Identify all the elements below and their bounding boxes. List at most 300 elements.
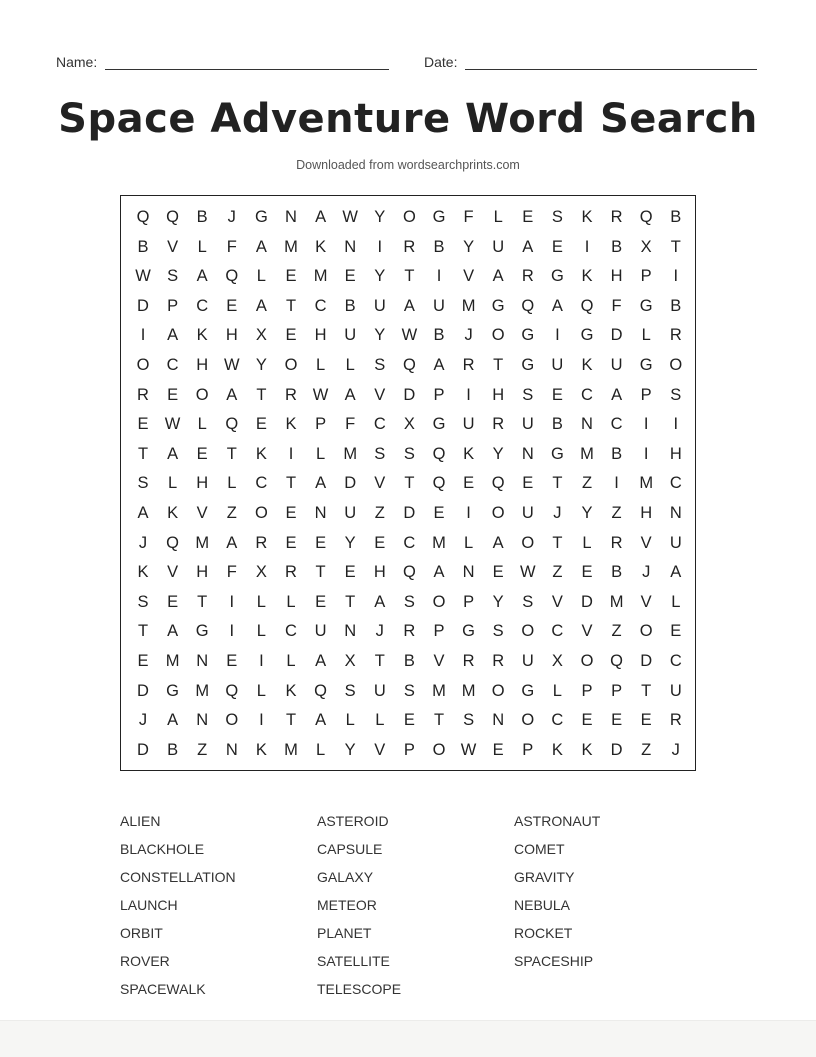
grid-cell[interactable]: E [522,208,534,226]
grid-cell[interactable]: L [493,208,503,226]
grid-cell[interactable]: W [312,385,329,404]
grid-cell[interactable]: E [285,326,297,345]
grid-cell[interactable]: E [581,563,593,582]
grid-cell[interactable]: I [466,385,471,404]
grid-cell[interactable]: D [640,652,653,670]
grid-cell[interactable]: H [196,356,209,374]
grid-cell[interactable]: V [374,385,386,404]
grid-cell[interactable]: Y [492,592,504,611]
grid-cell[interactable]: Z [611,504,622,522]
grid-cell[interactable]: E [255,415,267,434]
grid-cell[interactable]: Y [374,267,386,286]
grid-cell[interactable]: D [581,592,593,611]
grid-cell[interactable]: T [404,474,415,493]
grid-cell[interactable]: A [611,385,623,404]
grid-cell[interactable]: R [610,208,623,226]
grid-cell[interactable]: O [402,208,416,226]
grid-cell[interactable]: B [433,237,445,256]
grid-cell[interactable]: B [670,208,682,226]
grid-cell[interactable]: E [374,533,386,552]
grid-cell[interactable]: A [433,563,445,582]
grid-cell[interactable]: E [522,474,534,493]
grid-cell[interactable]: L [227,474,237,493]
grid-cell[interactable]: B [137,237,149,256]
grid-cell[interactable]: N [196,711,209,730]
grid-cell[interactable]: I [643,415,649,434]
grid-cell[interactable]: R [285,563,297,582]
grid-cell[interactable]: M [165,652,180,670]
grid-cell[interactable]: I [555,326,560,345]
grid-cell[interactable]: A [315,652,327,670]
grid-cell[interactable]: V [196,504,208,522]
grid-cell[interactable]: U [373,681,386,700]
grid-cell[interactable]: O [195,385,209,404]
grid-cell[interactable]: M [343,444,358,463]
grid-cell[interactable]: U [521,652,534,670]
grid-cell[interactable]: R [285,385,297,404]
grid-cell[interactable]: Q [432,474,446,493]
grid-cell[interactable]: T [374,652,385,670]
grid-cell[interactable]: K [255,444,267,463]
grid-cell[interactable]: M [461,296,476,315]
grid-cell[interactable]: R [521,267,534,286]
grid-cell[interactable]: E [285,267,297,286]
grid-cell[interactable]: O [580,652,594,670]
grid-cell[interactable]: S [374,356,386,374]
grid-cell[interactable]: G [521,356,535,374]
grid-cell[interactable]: H [610,267,623,286]
grid-cell[interactable]: E [344,267,356,286]
grid-cell[interactable]: H [196,474,209,493]
grid-cell[interactable]: C [669,652,682,670]
grid-cell[interactable]: Q [402,356,416,374]
grid-cell[interactable]: J [138,533,148,552]
grid-cell[interactable]: O [284,356,298,374]
grid-cell[interactable]: A [344,385,356,404]
grid-cell[interactable]: C [285,622,297,641]
grid-cell[interactable]: S [403,592,415,611]
grid-cell[interactable]: M [461,681,476,700]
grid-cell[interactable]: Q [639,208,653,226]
grid-cell[interactable]: I [259,711,264,730]
grid-cell[interactable]: P [581,681,593,700]
grid-cell[interactable]: A [196,267,208,286]
grid-cell[interactable]: T [197,592,208,611]
grid-cell[interactable]: L [671,592,681,611]
grid-cell[interactable]: Q [166,208,180,226]
grid-cell[interactable]: A [226,385,238,404]
grid-cell[interactable]: B [611,563,623,582]
grid-cell[interactable]: E [167,385,179,404]
grid-cell[interactable]: T [433,711,445,730]
grid-cell[interactable]: T [641,681,652,700]
grid-cell[interactable]: L [316,444,326,463]
grid-cell[interactable]: K [581,267,593,286]
grid-cell[interactable]: R [403,622,416,641]
grid-cell[interactable]: L [256,592,266,611]
grid-cell[interactable]: E [137,652,149,670]
grid-cell[interactable]: C [403,533,416,552]
grid-cell[interactable]: V [167,563,179,582]
grid-cell[interactable]: N [196,652,209,670]
grid-cell[interactable]: L [197,237,207,256]
grid-cell[interactable]: V [374,474,386,493]
grid-cell[interactable]: M [580,444,594,463]
grid-cell[interactable]: Z [641,740,652,759]
grid-cell[interactable]: L [345,356,355,374]
grid-cell[interactable]: S [522,592,534,611]
grid-cell[interactable]: T [493,356,504,374]
grid-cell[interactable]: K [551,740,563,759]
grid-cell[interactable]: T [285,474,297,493]
grid-cell[interactable]: T [404,267,415,286]
grid-cell[interactable]: U [492,237,505,256]
grid-cell[interactable]: Z [611,622,622,641]
grid-cell[interactable]: L [197,415,207,434]
grid-cell[interactable]: I [377,237,383,256]
grid-cell[interactable]: T [137,444,149,463]
grid-cell[interactable]: Q [402,563,416,582]
grid-cell[interactable]: P [433,622,445,641]
grid-cell[interactable]: S [403,444,415,463]
grid-cell[interactable]: E [492,740,504,759]
grid-cell[interactable]: J [375,622,384,641]
grid-cell[interactable]: U [669,681,682,700]
grid-cell[interactable]: N [521,444,534,463]
grid-cell[interactable]: L [316,356,326,374]
grid-cell[interactable]: N [344,622,357,641]
grid-cell[interactable]: E [344,563,356,582]
grid-cell[interactable]: H [373,563,386,582]
grid-cell[interactable]: G [166,681,180,700]
grid-cell[interactable]: G [639,296,653,315]
grid-cell[interactable]: F [226,237,237,256]
grid-cell[interactable]: D [137,681,149,700]
grid-cell[interactable]: K [581,740,593,759]
grid-cell[interactable]: T [552,533,563,552]
grid-cell[interactable]: I [436,267,442,286]
grid-cell[interactable]: P [167,296,179,315]
grid-cell[interactable]: J [138,711,148,730]
grid-cell[interactable]: B [344,296,356,315]
grid-cell[interactable]: B [167,740,179,759]
grid-cell[interactable]: Y [344,533,356,552]
grid-cell[interactable]: S [463,711,475,730]
grid-cell[interactable]: D [137,296,149,315]
grid-cell[interactable]: T [256,385,267,404]
grid-cell[interactable]: O [432,740,446,759]
grid-cell[interactable]: S [374,444,386,463]
grid-cell[interactable]: S [167,267,179,286]
grid-cell[interactable]: L [168,474,178,493]
grid-cell[interactable]: C [610,415,623,434]
grid-cell[interactable]: F [226,563,237,582]
grid-cell[interactable]: C [551,711,564,730]
grid-cell[interactable]: I [643,444,649,463]
grid-cell[interactable]: L [256,267,266,286]
grid-cell[interactable]: U [610,356,623,374]
grid-cell[interactable]: V [167,237,179,256]
grid-cell[interactable]: D [137,740,149,759]
grid-cell[interactable]: V [581,622,593,641]
grid-cell[interactable]: U [521,504,534,522]
grid-cell[interactable]: I [140,326,146,345]
grid-cell[interactable]: O [254,504,268,522]
grid-cell[interactable]: M [609,592,624,611]
grid-cell[interactable]: Q [491,474,505,493]
grid-cell[interactable]: Q [580,296,594,315]
grid-cell[interactable]: R [669,326,682,345]
grid-cell[interactable]: E [167,592,179,611]
grid-cell[interactable]: J [227,208,236,226]
grid-cell[interactable]: U [551,356,564,374]
grid-cell[interactable]: W [164,415,181,434]
grid-cell[interactable]: O [491,326,505,345]
grid-cell[interactable]: C [581,385,593,404]
grid-cell[interactable]: U [462,415,475,434]
grid-cell[interactable]: Q [432,444,446,463]
grid-cell[interactable]: K [581,208,593,226]
grid-cell[interactable]: N [225,740,238,759]
grid-cell[interactable]: N [285,208,297,226]
grid-cell[interactable]: M [432,681,446,700]
grid-cell[interactable]: G [195,622,209,641]
grid-cell[interactable]: S [137,592,149,611]
grid-cell[interactable]: G [639,356,653,374]
grid-cell[interactable]: M [432,533,446,552]
grid-cell[interactable]: A [374,592,386,611]
grid-cell[interactable]: B [670,296,682,315]
grid-cell[interactable]: N [581,415,593,434]
grid-cell[interactable]: L [464,533,474,552]
grid-cell[interactable]: E [315,592,327,611]
grid-cell[interactable]: X [551,652,563,670]
grid-cell[interactable]: U [669,533,682,552]
grid-cell[interactable]: A [403,296,415,315]
grid-cell[interactable]: S [492,622,504,641]
grid-cell[interactable]: Y [374,208,386,226]
grid-cell[interactable]: B [196,208,208,226]
grid-cell[interactable]: E [315,533,327,552]
grid-cell[interactable]: D [610,740,623,759]
grid-cell[interactable]: K [167,504,179,522]
grid-cell[interactable]: H [492,385,505,404]
grid-cell[interactable]: A [315,474,327,493]
grid-cell[interactable]: X [640,237,652,256]
grid-cell[interactable]: M [284,740,298,759]
grid-cell[interactable]: T [285,296,297,315]
grid-cell[interactable]: Z [197,740,208,759]
grid-cell[interactable]: U [344,504,357,522]
grid-cell[interactable]: E [551,385,563,404]
grid-cell[interactable]: I [614,474,619,493]
grid-cell[interactable]: G [521,326,535,345]
grid-cell[interactable]: E [403,711,415,730]
grid-cell[interactable]: W [401,326,418,345]
grid-cell[interactable]: A [255,237,267,256]
grid-cell[interactable]: P [433,385,445,404]
grid-cell[interactable]: E [463,474,475,493]
grid-cell[interactable]: E [551,237,563,256]
grid-cell[interactable]: E [226,652,238,670]
grid-cell[interactable]: A [492,533,504,552]
grid-cell[interactable]: I [673,415,679,434]
grid-cell[interactable]: U [521,415,534,434]
grid-cell[interactable]: E [226,296,238,315]
name-line[interactable] [105,57,389,70]
grid-cell[interactable]: O [639,622,653,641]
grid-cell[interactable]: W [135,267,151,286]
grid-cell[interactable]: Q [136,208,150,226]
grid-cell[interactable]: Q [225,681,239,700]
grid-cell[interactable]: E [492,563,504,582]
grid-cell[interactable]: O [491,681,505,700]
grid-cell[interactable]: E [137,415,149,434]
grid-cell[interactable]: C [373,415,386,434]
grid-cell[interactable]: G [580,326,594,345]
grid-cell[interactable]: R [403,237,416,256]
grid-cell[interactable]: S [344,681,356,700]
grid-cell[interactable]: A [315,208,327,226]
grid-cell[interactable]: D [403,385,416,404]
grid-cell[interactable]: W [520,563,536,582]
grid-cell[interactable]: S [670,385,682,404]
grid-cell[interactable]: V [640,533,652,552]
grid-cell[interactable]: O [432,592,446,611]
grid-cell[interactable]: M [195,681,210,700]
grid-cell[interactable]: S [403,681,415,700]
grid-cell[interactable]: K [255,740,267,759]
grid-cell[interactable]: X [344,652,356,670]
grid-cell[interactable]: R [462,652,475,670]
grid-cell[interactable]: I [584,237,590,256]
grid-cell[interactable]: A [167,326,179,345]
grid-cell[interactable]: J [464,326,473,345]
grid-cell[interactable]: O [521,622,535,641]
grid-cell[interactable]: A [255,296,267,315]
grid-cell[interactable]: E [640,711,652,730]
grid-cell[interactable]: E [285,533,297,552]
grid-cell[interactable]: P [640,385,652,404]
grid-cell[interactable]: X [255,563,267,582]
grid-cell[interactable]: A [137,504,149,522]
grid-cell[interactable]: T [315,563,326,582]
grid-cell[interactable]: A [167,711,179,730]
grid-cell[interactable]: Y [374,326,386,345]
grid-cell[interactable]: U [433,296,445,315]
grid-cell[interactable]: E [196,444,208,463]
grid-cell[interactable]: J [671,740,680,759]
grid-cell[interactable]: U [314,622,327,641]
grid-cell[interactable]: T [137,622,149,641]
grid-cell[interactable]: K [463,444,475,463]
grid-cell[interactable]: O [136,356,150,374]
grid-cell[interactable]: T [285,711,297,730]
grid-cell[interactable]: G [432,415,446,434]
grid-cell[interactable]: P [463,592,475,611]
grid-cell[interactable]: H [196,563,209,582]
grid-cell[interactable]: T [670,237,681,256]
grid-cell[interactable]: F [345,415,356,434]
grid-cell[interactable]: R [462,356,475,374]
grid-cell[interactable]: K [581,356,593,374]
grid-cell[interactable]: L [256,681,266,700]
grid-cell[interactable]: B [611,237,623,256]
grid-cell[interactable]: C [255,474,268,493]
grid-cell[interactable]: N [314,504,327,522]
grid-cell[interactable]: Y [344,740,356,759]
grid-cell[interactable]: L [375,711,385,730]
grid-cell[interactable]: R [492,415,505,434]
grid-cell[interactable]: E [433,504,445,522]
grid-cell[interactable]: S [522,385,534,404]
grid-cell[interactable]: D [344,474,357,493]
grid-cell[interactable]: F [611,296,622,315]
grid-cell[interactable]: B [403,652,415,670]
grid-cell[interactable]: P [315,415,327,434]
name-field[interactable] [56,54,389,70]
grid-cell[interactable]: U [344,326,357,345]
grid-cell[interactable]: Z [374,504,385,522]
grid-cell[interactable]: C [166,356,179,374]
grid-cell[interactable]: P [403,740,415,759]
grid-cell[interactable]: E [611,711,623,730]
grid-cell[interactable]: W [460,740,477,759]
grid-cell[interactable]: A [522,237,534,256]
grid-cell[interactable]: I [673,267,679,286]
grid-cell[interactable]: S [551,208,563,226]
grid-cell[interactable]: H [669,444,682,463]
grid-cell[interactable]: G [462,622,476,641]
grid-cell[interactable]: I [259,652,264,670]
grid-cell[interactable]: W [342,208,358,226]
grid-cell[interactable]: G [254,208,268,226]
grid-cell[interactable]: N [344,237,357,256]
grid-cell[interactable]: G [550,267,564,286]
grid-cell[interactable]: I [229,622,235,641]
grid-cell[interactable]: T [226,444,237,463]
grid-cell[interactable]: J [553,504,562,522]
grid-cell[interactable]: L [286,652,296,670]
grid-cell[interactable]: V [640,592,652,611]
grid-cell[interactable]: Z [552,563,563,582]
grid-cell[interactable]: L [286,592,296,611]
grid-cell[interactable]: N [462,563,475,582]
grid-cell[interactable]: I [466,504,471,522]
grid-cell[interactable]: Y [463,237,475,256]
grid-cell[interactable]: C [551,622,564,641]
grid-cell[interactable]: M [313,267,328,286]
grid-cell[interactable]: O [225,711,239,730]
grid-cell[interactable]: S [137,474,149,493]
grid-cell[interactable]: H [225,326,238,345]
grid-cell[interactable]: O [521,711,535,730]
grid-cell[interactable]: X [255,326,267,345]
grid-cell[interactable]: L [552,681,562,700]
grid-cell[interactable]: A [167,622,179,641]
grid-cell[interactable]: E [285,504,297,522]
grid-cell[interactable]: V [374,740,386,759]
grid-cell[interactable]: Q [225,267,239,286]
date-field[interactable] [424,54,757,70]
grid-cell[interactable]: D [403,504,416,522]
grid-cell[interactable]: A [551,296,563,315]
grid-cell[interactable]: A [226,533,238,552]
grid-cell[interactable]: A [433,356,445,374]
grid-cell[interactable]: W [224,356,240,374]
grid-cell[interactable]: R [610,533,623,552]
grid-cell[interactable]: L [582,533,592,552]
